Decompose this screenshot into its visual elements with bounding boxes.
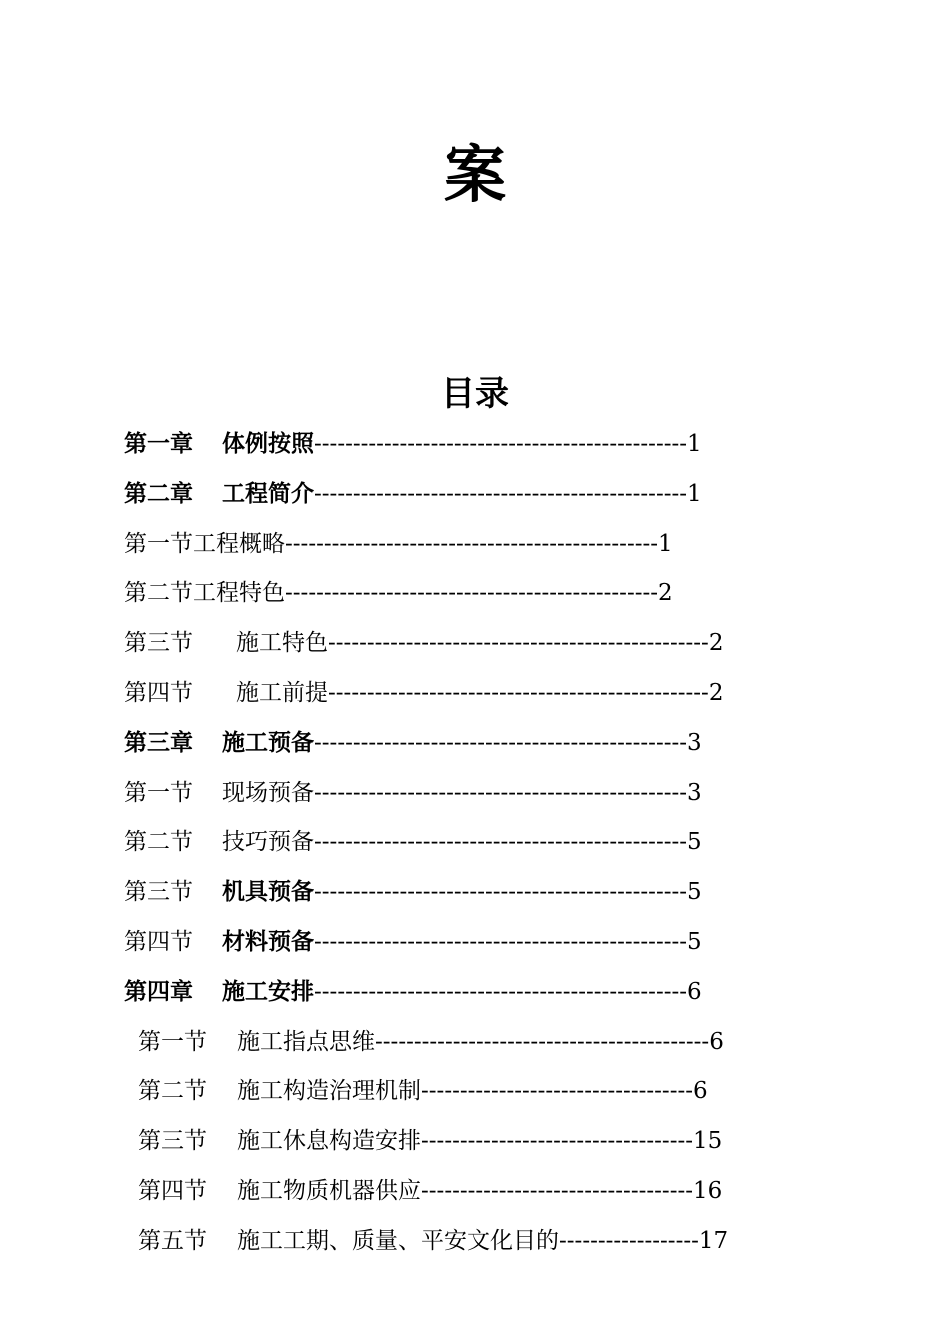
toc-leader-dots: ----------------------------------- — [421, 1178, 694, 1204]
toc-page-number: 6 — [709, 1028, 724, 1055]
toc-entry-title: 施工指点思维 — [237, 1028, 375, 1055]
toc-entry[interactable] — [138, 1074, 800, 1108]
toc-page-number: 5 — [687, 929, 702, 955]
toc-entry[interactable] — [138, 1025, 800, 1059]
toc-page-number: 16 — [693, 1178, 723, 1204]
toc-entry[interactable] — [124, 626, 800, 660]
toc-page-number: 5 — [687, 879, 702, 906]
toc-leader-dots: ------------------------------------------------ — [314, 480, 688, 507]
toc-leader-dots: ------------------------------------------------ — [314, 779, 688, 806]
toc-page-number: 1 — [687, 480, 702, 507]
toc-entry-number: 第四节 — [124, 680, 193, 706]
toc-entry[interactable] — [124, 975, 800, 1009]
toc-page-number: 6 — [693, 1078, 708, 1105]
toc-leader-dots: ------------------------------------------------ — [285, 580, 659, 607]
toc-entry-number: 第二章 — [124, 479, 193, 507]
toc-entry-number: 第二节工程特色 — [124, 580, 285, 607]
toc-entry-number: 第三节 — [124, 630, 193, 657]
toc-entry-number: 第三节 — [124, 879, 193, 906]
toc-entry[interactable] — [124, 925, 800, 959]
toc-entry-number: 第三节 — [138, 1128, 207, 1155]
toc-entry-number: 第一节 — [138, 1028, 207, 1055]
toc-entry-number: 第四节 — [138, 1178, 207, 1204]
toc-entry-number: 第二节 — [138, 1078, 207, 1105]
toc-entry-title: 技巧预备 — [222, 829, 314, 856]
toc-entry[interactable] — [124, 726, 800, 760]
toc-page-number: 1 — [687, 431, 702, 457]
toc-leader-dots: ------------------------------------------------- — [328, 680, 709, 706]
toc-entry-number: 第一章 — [124, 430, 193, 457]
toc-entry[interactable] — [138, 1174, 800, 1208]
toc-page-number: 1 — [658, 530, 673, 557]
toc-entry[interactable] — [124, 676, 800, 710]
toc-entry-number: 第四章 — [124, 977, 193, 1005]
toc-page-number: 3 — [687, 779, 702, 806]
toc-entry-title: 材料预备 — [222, 928, 314, 955]
toc-leader-dots: ------------------------------------------------ — [314, 978, 688, 1005]
toc-entry-title: 施工预备 — [222, 728, 314, 756]
toc-page-number: 2 — [708, 680, 724, 706]
toc-entry[interactable] — [124, 427, 800, 461]
document-title: 案 — [443, 138, 506, 211]
toc-leader-dots: ------------------ — [559, 1227, 699, 1254]
toc-entry-number: 第三章 — [124, 728, 193, 756]
toc-entry[interactable] — [138, 1224, 800, 1258]
toc-page-number: 5 — [687, 829, 702, 856]
toc-entry-title: 施工安排 — [222, 977, 314, 1005]
toc-entry[interactable] — [124, 776, 800, 810]
toc-heading: 目录 — [441, 374, 509, 414]
toc-entry[interactable] — [124, 825, 800, 859]
toc-entry-title: 施工特色 — [236, 630, 328, 657]
toc-leader-dots: ------------------------------------------- — [375, 1028, 710, 1055]
toc-page-number: 6 — [687, 978, 702, 1005]
toc-page-number: 2 — [708, 630, 724, 657]
toc-entry-title: 体例按照 — [222, 430, 314, 457]
toc-leader-dots: ------------------------------------------------ — [314, 829, 688, 856]
toc-entry-number: 第五节 — [138, 1227, 207, 1254]
toc-entry[interactable] — [124, 576, 800, 610]
toc-entry-title: 施工构造治理机制 — [237, 1078, 421, 1105]
toc-page-number: 3 — [687, 729, 702, 756]
toc-entry-number: 第一节工程概略 — [124, 530, 285, 557]
toc-entry[interactable] — [124, 875, 800, 909]
toc-entry-title: 施工休息构造安排 — [237, 1128, 421, 1155]
toc-entry-title: 现场预备 — [222, 779, 314, 806]
toc-entry-number: 第一节 — [124, 779, 193, 806]
toc-leader-dots: ------------------------------------------------ — [314, 431, 688, 457]
toc-leader-dots: ------------------------------------------------ — [314, 879, 688, 906]
toc-leader-dots: ------------------------------------------------- — [328, 630, 709, 657]
toc-leader-dots: ------------------------------------------------ — [314, 929, 688, 955]
toc-entry-title: 工程简介 — [222, 479, 314, 507]
toc-leader-dots: ----------------------------------- — [421, 1078, 694, 1105]
toc-entry-title: 机具预备 — [222, 878, 314, 906]
toc-page-number: 15 — [693, 1128, 723, 1155]
toc-leader-dots: ------------------------------------------------ — [314, 729, 688, 756]
toc-page-number: 2 — [658, 580, 673, 607]
toc-leader-dots: ------------------------------------------------ — [285, 530, 659, 557]
toc-entry-number: 第二节 — [124, 829, 193, 856]
toc-leader-dots: ----------------------------------- — [421, 1128, 694, 1155]
toc-entry-title: 施工工期、质量、平安文化目的 — [237, 1227, 559, 1254]
toc-entry[interactable] — [138, 1124, 800, 1158]
toc-entry-title: 施工物质机器供应 — [237, 1178, 421, 1204]
toc-entry-title: 施工前提 — [236, 680, 328, 706]
toc-page-number: 17 — [698, 1227, 729, 1254]
toc-entry-number: 第四节 — [124, 929, 193, 955]
toc-entry[interactable] — [124, 477, 800, 511]
toc-entry[interactable] — [124, 527, 800, 561]
